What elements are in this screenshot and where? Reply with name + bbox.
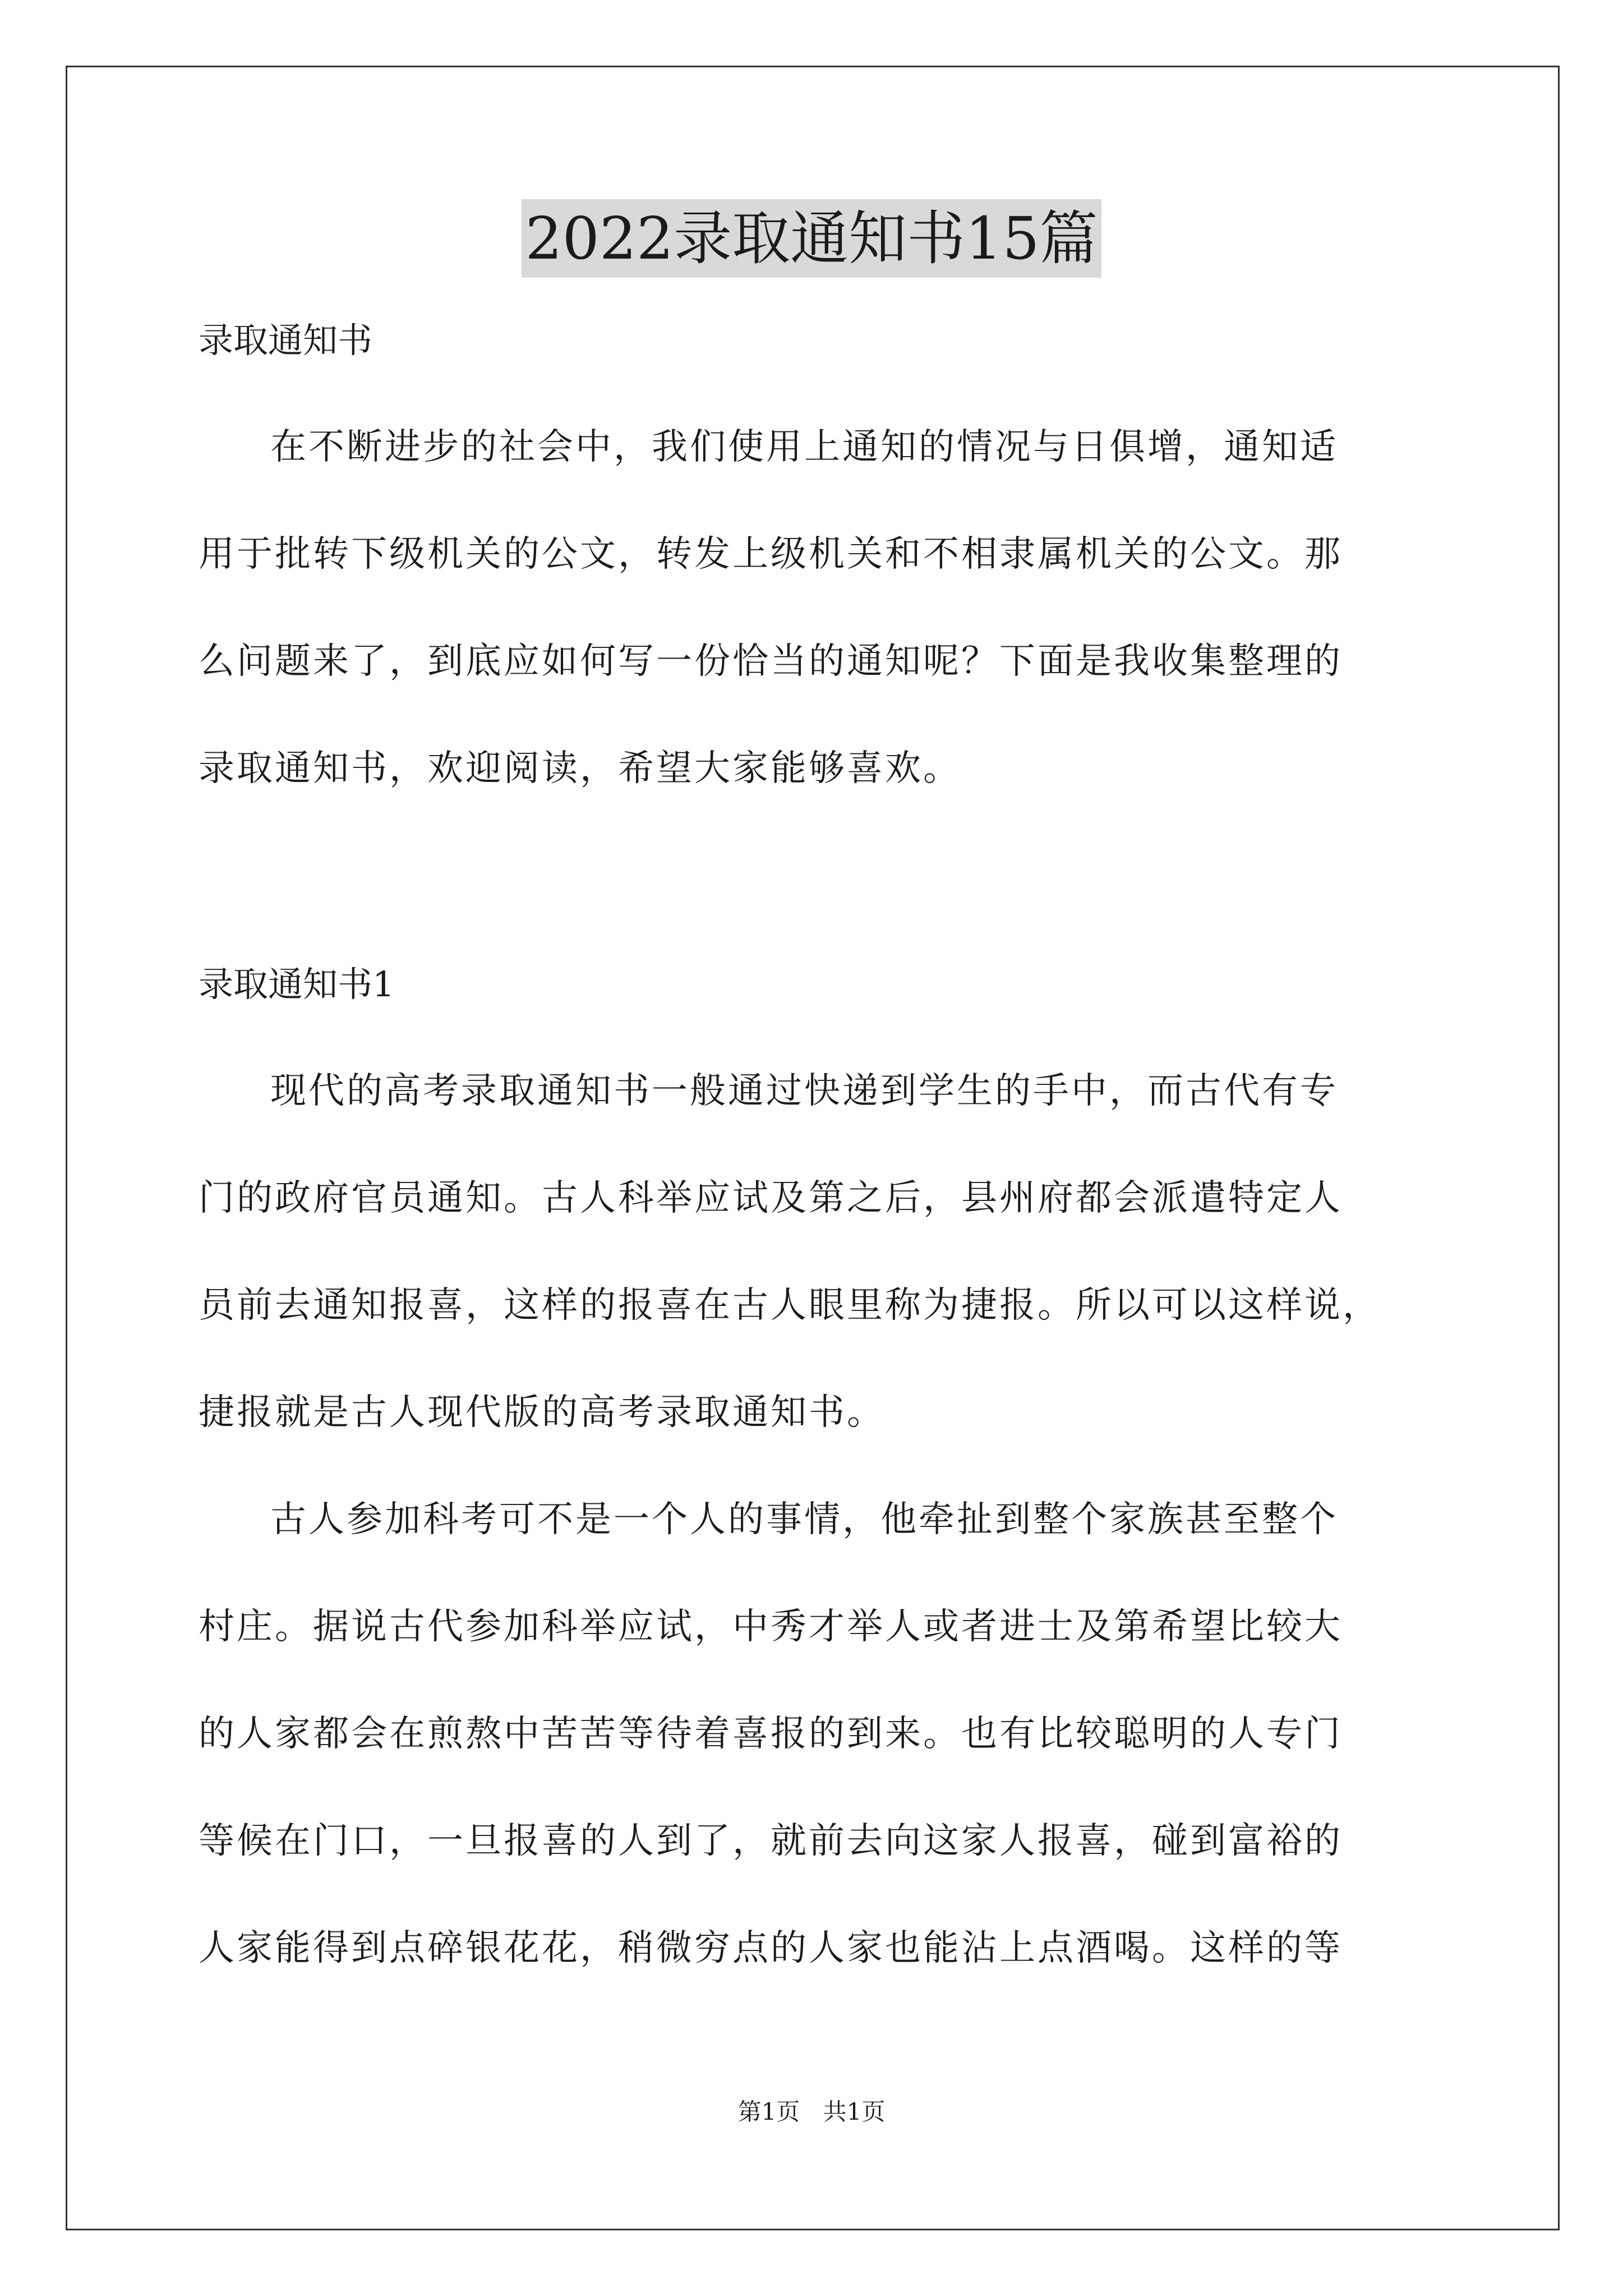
page-footer xyxy=(0,2095,1623,2129)
title-wrap xyxy=(0,199,1623,278)
text-line: 人家能得到点碎银花花，稍微穷点的人家也能沾上点酒喝。这样的等 xyxy=(199,1927,1343,1969)
text-line: 门的政府官员通知。古人科举应试及第之后，县州府都会派遣特定人 xyxy=(199,1177,1343,1219)
document-body xyxy=(199,314,1427,1975)
text-line: 村庄。据说古代参加科举应试，中秀才举人或者进士及第希望比较大 xyxy=(199,1606,1343,1648)
text-line: 古人参加科考可不是一个人的事情，他牵扯到整个家族甚至整个 xyxy=(270,1499,1338,1540)
page-number: 第1页 xyxy=(737,2098,800,2125)
text-line: 在不断进步的社会中，我们使用上通知的情况与日俱增，通知适 xyxy=(270,426,1338,468)
text-line: 录取通知书，欢迎阅读，希望大家能够喜欢。 xyxy=(199,748,961,789)
section-heading: 录取通知书1 xyxy=(199,964,395,1005)
section-heading: 录取通知书 xyxy=(199,320,373,361)
document-title: 2022录取通知书15篇 xyxy=(522,199,1101,278)
text-line: 么问题来了，到底应如何写一份恰当的通知呢？下面是我收集整理的 xyxy=(199,641,1343,682)
page-total: 共1页 xyxy=(823,2098,886,2125)
text-line: 现代的高考录取通知书一般通过快递到学生的手中，而古代有专 xyxy=(270,1070,1338,1112)
text-line: 用于批转下级机关的公文，转发上级机关和不相隶属机关的公文。那 xyxy=(199,533,1343,575)
text-line: 的人家都会在煎熬中苦苦等待着喜报的到来。也有比较聪明的人专门 xyxy=(199,1713,1343,1755)
text-line: 员前去通知报喜，这样的报喜在古人眼里称为捷报。所以可以这样说， xyxy=(199,1285,1381,1326)
text-line: 捷报就是古人现代版的高考录取通知书。 xyxy=(199,1392,885,1433)
text-line: 等候在门口，一旦报喜的人到了，就前去向这家人报喜，碰到富裕的 xyxy=(199,1820,1343,1862)
